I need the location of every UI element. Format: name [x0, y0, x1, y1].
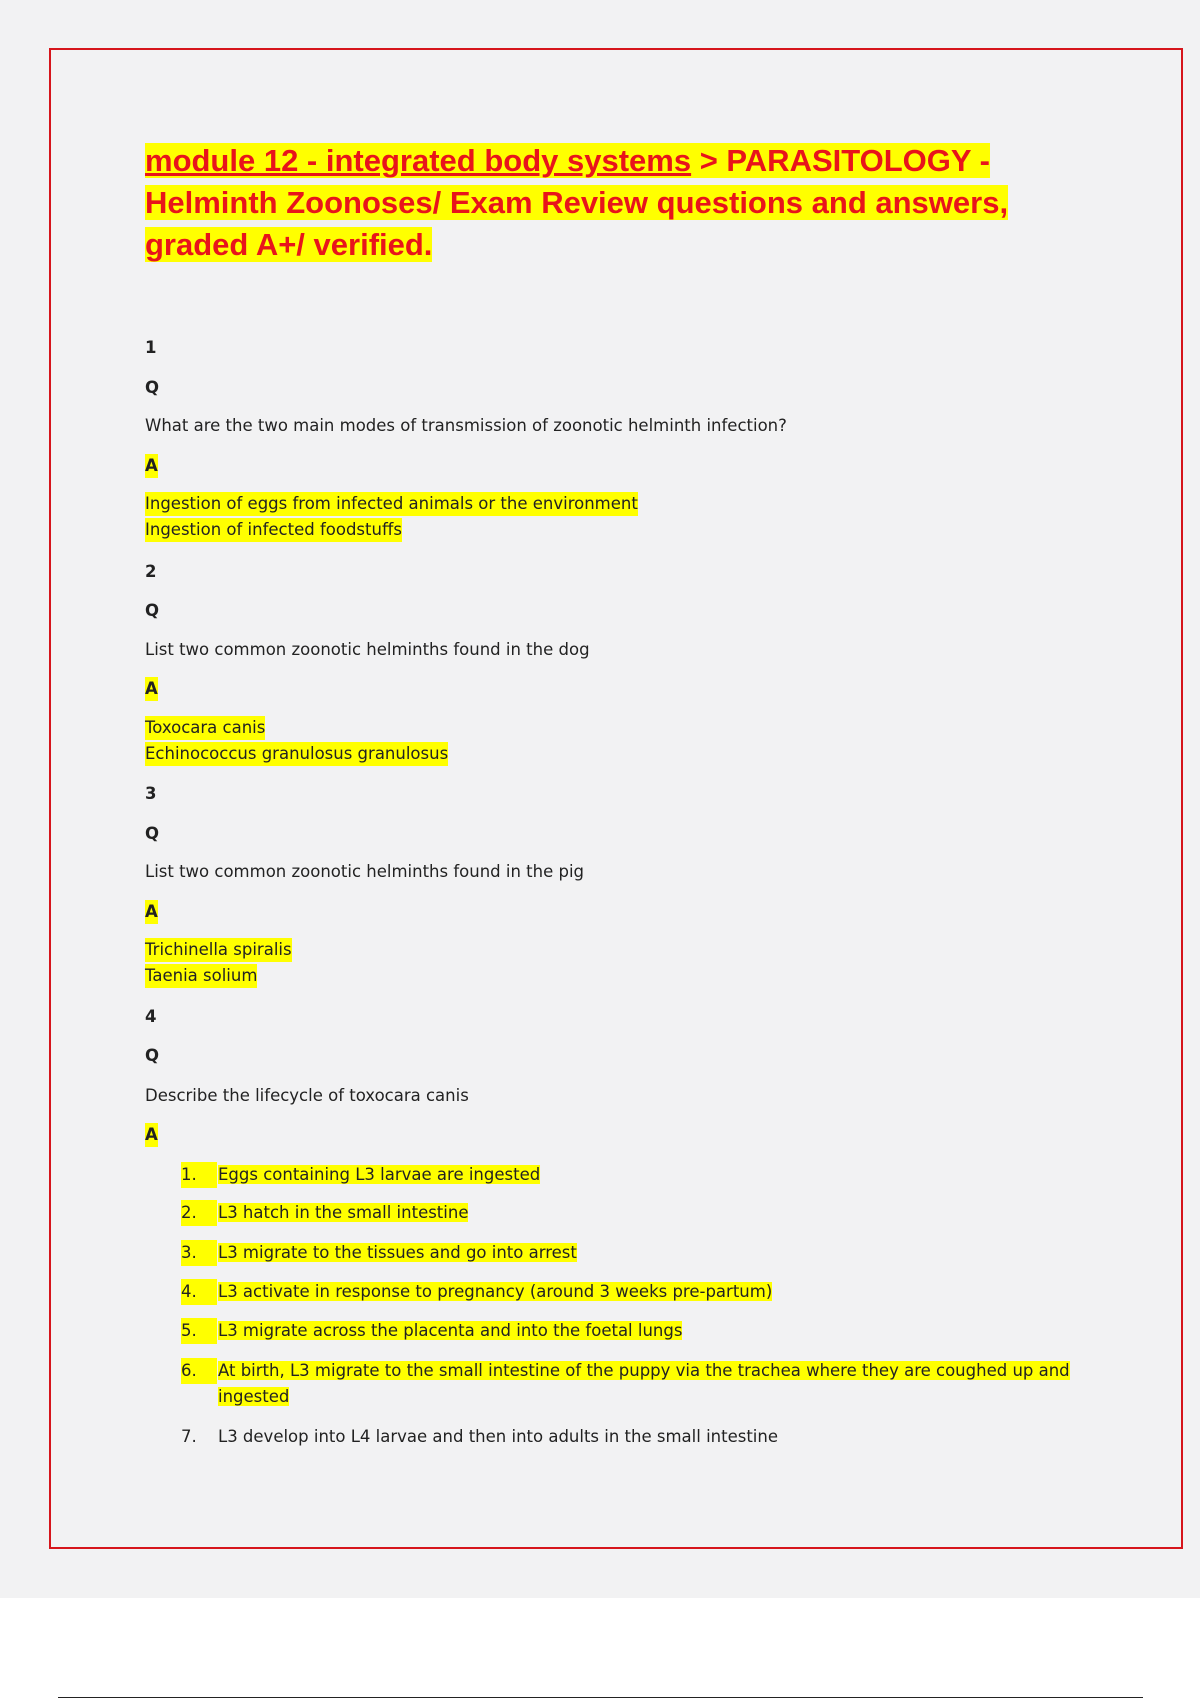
question-text: List two common zoonotic helminths found in the dog — [145, 640, 590, 659]
list-item-number: 3. — [181, 1240, 217, 1266]
answer-line: Ingestion of eggs from infected animals or the environment — [145, 492, 638, 516]
list-item-text: Eggs containing L3 larvae are ingested — [218, 1165, 541, 1184]
question-number: 3 — [145, 784, 157, 803]
answer-line: Echinococcus granulosus granulosus — [145, 742, 448, 766]
list-item-text: L3 activate in response to pregnancy (around 3 weeks pre-partum) — [218, 1282, 773, 1301]
a-label: A — [145, 1123, 158, 1147]
question-number: 2 — [145, 562, 157, 581]
answer-line: Ingestion of infected foodstuffs — [145, 518, 402, 542]
footer-divider — [58, 1697, 1143, 1698]
list-item-text: At birth, L3 migrate to the small intestine of the puppy via the trachea where they are coughed up and — [218, 1361, 1070, 1380]
list-item-number: 2. — [181, 1200, 217, 1226]
list-item-number: 5. — [181, 1318, 217, 1344]
answer-line: Toxocara canis — [145, 716, 265, 740]
q-label: Q — [145, 824, 160, 843]
a-label: A — [145, 454, 158, 478]
list-item-number: 1. — [181, 1162, 217, 1188]
title-rest: > PARASITOLOGY - Helminth Zoonoses/ Exam Review questions and answers, graded A+/ verified. — [145, 143, 1009, 262]
list-item-number: 4. — [181, 1279, 217, 1305]
list-item-text: L3 hatch in the small intestine — [218, 1203, 469, 1222]
a-label: A — [145, 677, 158, 701]
list-item-text: ingested — [218, 1387, 290, 1406]
question-text: Describe the lifecycle of toxocara canis — [145, 1086, 469, 1105]
answer-line: Taenia solium — [145, 964, 257, 988]
list-item-text: L3 develop into L4 larvae and then into adults in the small intestine — [218, 1427, 778, 1446]
a-label: A — [145, 900, 158, 924]
question-number: 4 — [145, 1007, 157, 1026]
question-text: List two common zoonotic helminths found in the pig — [145, 862, 585, 881]
list-item-number: 6. — [181, 1358, 217, 1384]
question-number: 1 — [145, 338, 157, 357]
answer-line: Trichinella spiralis — [145, 938, 292, 962]
list-item-text: L3 migrate across the placenta and into the foetal lungs — [218, 1321, 683, 1340]
module-link[interactable]: module 12 - integrated body systems — [145, 143, 692, 178]
list-item-number: 7. — [181, 1427, 197, 1446]
list-item-text: L3 migrate to the tissues and go into arrest — [218, 1243, 577, 1262]
q-label: Q — [145, 1046, 160, 1065]
q-label: Q — [145, 378, 160, 397]
question-text: What are the two main modes of transmission of zoonotic helminth infection? — [145, 416, 787, 435]
document-title — [145, 140, 1075, 266]
q-label: Q — [145, 601, 160, 620]
